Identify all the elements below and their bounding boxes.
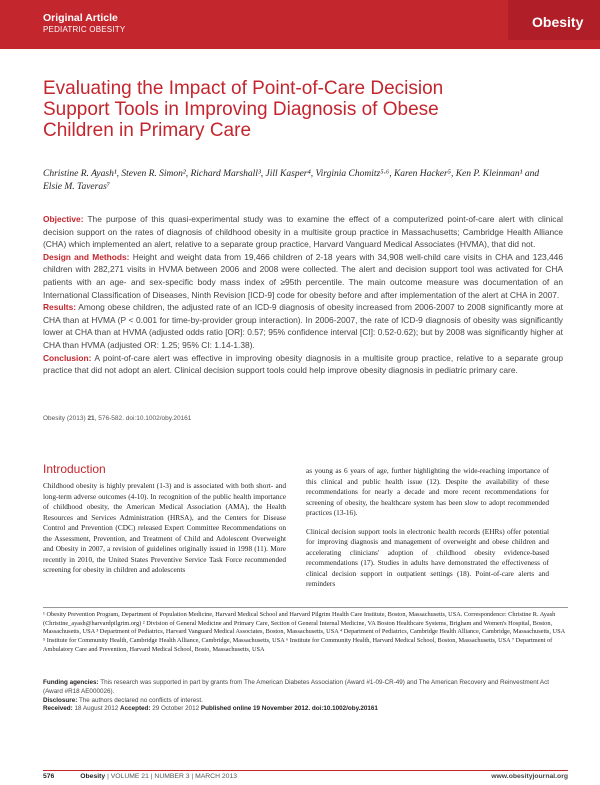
intro-paragraph: as young as 6 years of age, further highlighting the wide-reaching importance of this clinical and public health issue (12). Despite the availability of these recommendations for nearly a decade and more recent recommendations for screening of obesity, the healthcare system has been slow to adopt recommended practices (13-16). bbox=[306, 466, 549, 517]
footer-divider bbox=[43, 770, 568, 771]
footer-journal: Obesity bbox=[80, 773, 106, 780]
dates: Received: 18 August 2012 Accepted: 29 October 2012 Published online 19 November 2012. doi:10.1002/oby.20161 bbox=[43, 705, 378, 713]
page-number: 576 bbox=[43, 773, 55, 780]
disclosure: Disclosure: The authors declared no conflicts of interest. bbox=[43, 696, 203, 704]
article-title: Evaluating the Impact of Point-of-Care Decision Support Tools in Improving Diagnosis of Obese Children in Primary Care bbox=[43, 78, 444, 141]
author-list: Christine R. Ayash¹, Steven R. Simon², Richard Marshall³, Jill Kasper⁴, Virginia Chomitz⁵·⁶, Karen Hacker⁵, Ken P. Kleinman¹ and Elsie M. Taveras⁷ bbox=[43, 169, 540, 192]
page-footer bbox=[43, 773, 568, 780]
body-column-left bbox=[43, 481, 286, 584]
journal-tab-label: Obesity bbox=[532, 14, 584, 30]
footer-issue: | VOLUME 21 | NUMBER 3 | MARCH 2013 bbox=[107, 773, 238, 780]
abstract-conclusion: Conclusion: A point-of-care alert was effective in improving obesity diagnosis in a multisite group practice, relative to a separate group practice that did not adopt an alert. Clinical decision support tools could help improve obesity diagnosis in pediatric primary care. bbox=[43, 352, 563, 376]
journal-website-link[interactable]: www.obesityjournal.org bbox=[491, 773, 568, 780]
journal-tab bbox=[508, 0, 600, 40]
affiliation-footnotes: ¹ Obesity Prevention Program, Department of Population Medicine, Harvard Medical School and Harvard Pilgrim Health Care Institute, Boston, Massachusetts, USA. Correspondence: Christine R. Ayash (Christine_ayash@harvardpilgrim.org) ² Division of General Medicine and Primary Care, Section of General Internal Medicine, VA Boston Healthcare Systems, Brigham and Women's Hospital, Boston, Massachusetts, USA ³ Department of Pediatrics, Harvard Vanguard Medical Associates, Boston, Massachusetts, USA ⁴ Department of Pediatrics, Cambridge Health Alliance, Cambridge, Massachusetts, USA ⁵ Institute for Community Health, Cambridge Health Alliance, Cambridge, Massachusetts, USA ⁶ Institute for Community Health, Harvard Medical School, Boston, Massachusetts, USA ⁷ Department of Ambulatory Care and Prevention, Harvard Medical School, Bosto, Massachusetts, USA bbox=[43, 611, 565, 653]
abstract bbox=[43, 213, 563, 377]
abstract-design: Design and Methods: Height and weight data from 19,466 children of 2-18 years with 34,908 well-child care visits in CHA and 123,446 children with 282,271 visits in HVMA between 2006 and 2008 were collected. The alert and decision support tool was activated for CHA patients with an age- and sex-specific body mass index of ≥95th percentile. The main outcome measure was documentation of an International Classification of Diseases, Ninth Revision [ICD-9] code for obesity before and after implementation of the alert at CHA in 2007. bbox=[43, 251, 563, 300]
journal-header-bar bbox=[0, 0, 600, 49]
abstract-results: Results: Among obese children, the adjusted rate of an ICD-9 diagnosis of obesity increased from 2006-2007 to 2008 significantly more at CHA than at HVMA (P < 0.001 for time-by-provider group interaction). In 2006-2007, the rate of ICD-9 diagnosis of obesity was significantly lower at CHA than at HVMA (adjusted odds ratio [OR]: 0.57; 95% confidence interval [CI]: 0.52-0.62); but by 2008 was significantly higher at CHA than HVMA (adjusted OR: 1.25; 95% CI: 1.14-1.38). bbox=[43, 302, 563, 350]
funding-agencies: Funding agencies: This research was supported in part by grants from The American Diabetes Association (Award #1-09-CR-49) and The American Recovery and Reinvestment Act (Award #R18 AE000026). bbox=[43, 679, 549, 695]
intro-paragraph: Clinical decision support tools in electronic health records (EHRs) offer potential for improving diagnosis and management of overweight and obese children and accelerating clinicians' adoption of childhood obesity evidence-based recommendations (17). Studies in adults have demonstrated the effectiveness of clinical decision support in outpatient settings (18). Point-of-care alerts and reminders bbox=[306, 526, 549, 588]
introduction-heading: Introduction bbox=[43, 462, 106, 476]
body-column-right bbox=[306, 466, 549, 598]
citation-line: Obesity (2013) 21, 576-582. doi:10.1002/oby.20161 bbox=[43, 415, 192, 422]
abstract-objective: Objective: The purpose of this quasi-experimental study was to examine the effect of a computerized point-of-care alert with clinical decision support on the rates of diagnosis of childhood obesity in a multisite group practice in Massachusetts; Cambridge Health Alliance (CHA) which implemented an alert, relative to a separate group practice, Harvard Vanguard Medical Associates (HVMA), that did not. bbox=[43, 214, 563, 250]
article-type: Original Article bbox=[43, 12, 118, 24]
intro-paragraph: Childhood obesity is highly prevalent (1-3) and is associated with both short- and long-term adverse outcomes (4-10). In recognition of the public health importance of childhood obesity, the American Medical Association (AMA), the Health Resources and Services Administration (HRSA), and the Centers for Disease Control and Prevention (CDC) released Expert Committee Recommendations on the Assessment, Prevention, and Treatment of Child and Adolescent Overweight and Obesity in 2007, a revision of guidelines originally issued in 1998 (11). More recently in 2010, the United States Preventive Service Task Force recommended screening for obesity in children and adolescents bbox=[43, 481, 286, 574]
article-section: PEDIATRIC OBESITY bbox=[43, 25, 126, 34]
footnote-divider bbox=[43, 607, 568, 608]
funding-block bbox=[43, 679, 568, 714]
